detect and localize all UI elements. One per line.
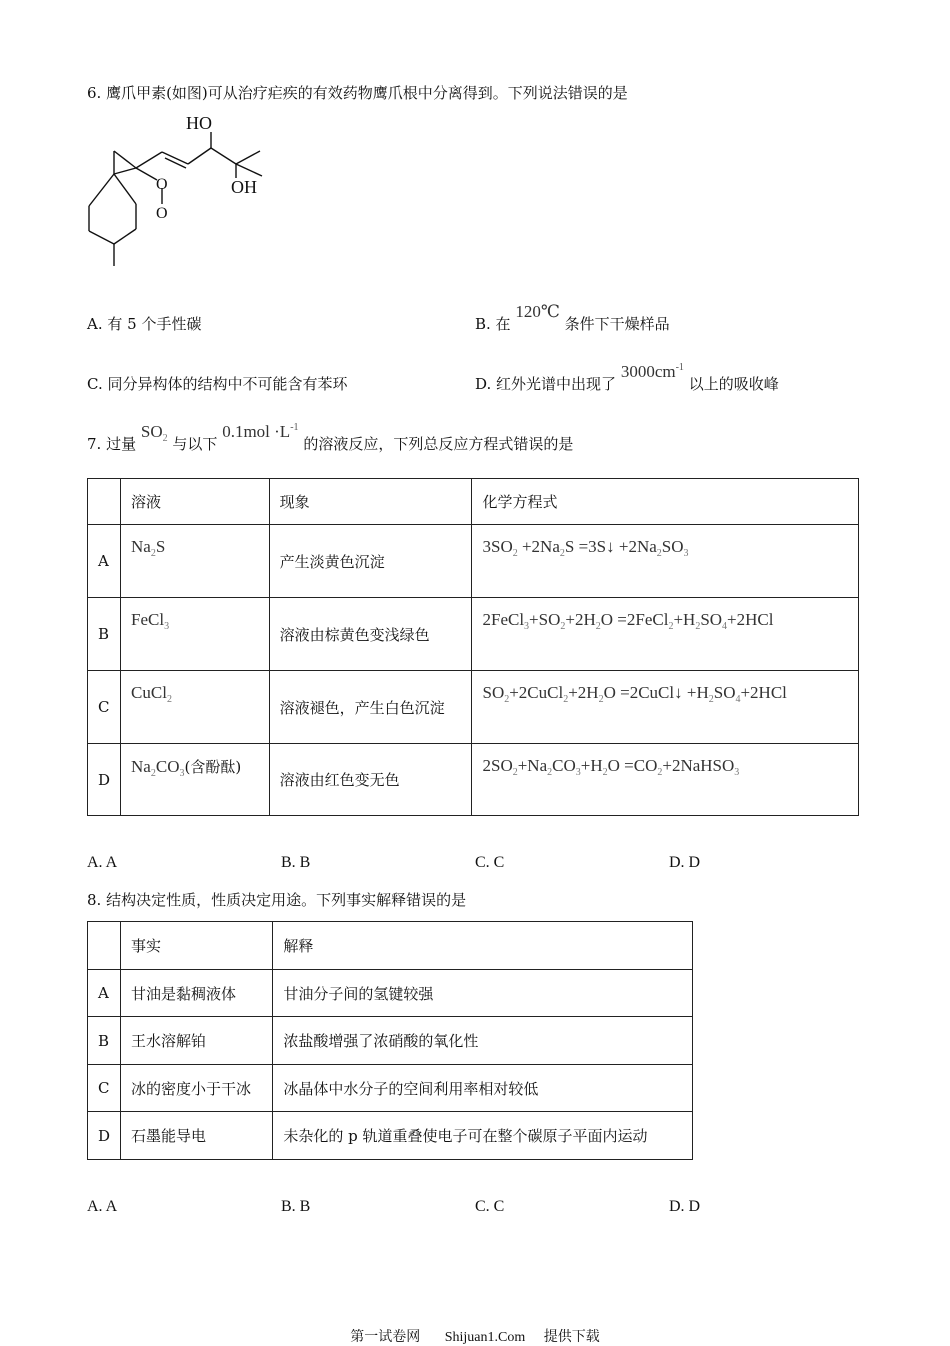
- q7-row-a: [88, 525, 859, 598]
- footer: [0, 1326, 950, 1346]
- q8-row-key: B: [88, 1017, 121, 1065]
- q6-option-a: A. 有 5 个手性碳: [87, 315, 202, 333]
- q7-solution-b: FeCl$_3$: [121, 598, 270, 671]
- q7-concentration: [222, 422, 298, 441]
- q8-fact-a: 甘油是黏稠液体: [121, 970, 273, 1017]
- footer-site-en[interactable]: Shijuan1.Com: [444, 1330, 526, 1345]
- q7-conc-exp: -1: [290, 422, 299, 433]
- q8-header-row: [88, 922, 693, 970]
- q7-stem-prefix: 7. 过量: [87, 435, 137, 453]
- oh-label: OH: [231, 177, 257, 197]
- q6-option-b-temp: 120℃: [515, 302, 560, 321]
- q6-option-b-prefix: B. 在: [475, 315, 511, 333]
- q8-row-key: D: [88, 1112, 121, 1160]
- q8-row-key: C: [88, 1065, 121, 1112]
- q7-answer-a: A. A: [87, 854, 118, 871]
- q7-header-row: [88, 479, 859, 525]
- q6-option-d-prefix: D. 红外光谱中出现了: [475, 375, 617, 393]
- q8-fact-b: 王水溶解铂: [121, 1017, 273, 1065]
- q6-option-d-number: 3000cm: [620, 362, 676, 381]
- molecule-structure: [80, 108, 280, 273]
- q6-option-c: C. 同分异构体的结构中不可能含有苯环: [87, 375, 348, 393]
- q7-conc-main: 0.1mol ·L: [222, 422, 291, 441]
- q6-stem: 6. 鹰爪甲素(如图)可从治疗疟疾的有效药物鹰爪根中分离得到。下列说法错误的是: [87, 84, 628, 102]
- q7-stem-suffix: 的溶液反应，下列总反应方程式错误的是: [303, 435, 574, 453]
- q7-row-key: B: [88, 598, 121, 671]
- q7-row-key: A: [88, 525, 121, 598]
- q8-stem: 8. 结构决定性质，性质决定用途。下列事实解释错误的是: [87, 891, 467, 909]
- q7-stem-mid: 与以下: [172, 435, 218, 453]
- q7-solution-a: $Na_2S$: [121, 525, 270, 598]
- q6-option-d-suffix: 以上的吸收峰: [688, 375, 779, 393]
- q7-row-key: C: [88, 671, 121, 744]
- q7-header-phenomenon: 现象: [269, 479, 472, 525]
- q7-so2: [140, 422, 168, 444]
- ho-label: HO: [186, 113, 212, 133]
- q7-phenomenon-c: 溶液褪色，产生白色沉淀: [269, 671, 472, 744]
- q8-row-key: A: [88, 970, 121, 1017]
- q7-so2-sub: 2: [162, 433, 168, 444]
- q8-answer-b: B. B: [281, 1198, 311, 1215]
- q7-solution-d: $Na_2CO_3$(含酚酞): [121, 744, 270, 816]
- q7-solution-c: CuCl$_2$: [121, 671, 270, 744]
- o-upper-label: O: [156, 176, 168, 193]
- q7-row-c: [88, 671, 859, 744]
- q7-header-solution: 溶液: [121, 479, 270, 525]
- q8-answer-d: D. D: [669, 1198, 701, 1215]
- q7-row-key: D: [88, 744, 121, 816]
- q7-answer-d: D. D: [669, 854, 701, 871]
- q7-phenomenon-b: 溶液由棕黄色变浅绿色: [269, 598, 472, 671]
- q8-row-a: [88, 970, 693, 1017]
- q8-fact-d: 石墨能导电: [121, 1112, 273, 1160]
- q7-equation-b: $2FeCl_3+SO_2+2H_2O$ $=2FeCl_2+H_2SO_4+2HCl$: [472, 598, 859, 671]
- q8-row-c: [88, 1065, 693, 1112]
- q8-explanation-d: 未杂化的 p 轨道重叠使电子可在整个碳原子平面内运动: [273, 1112, 693, 1160]
- q7-phenomenon-a: 产生淡黄色沉淀: [269, 525, 472, 598]
- q7-header-equation: 化学方程式: [472, 479, 859, 525]
- q7-equation-a: $3SO_2 +2Na_2S$ =3S↓ $+2Na_2SO_3$: [472, 525, 859, 598]
- q7-so2-main: SO: [140, 422, 163, 441]
- q8-explanation-c: 冰晶体中水分子的空间利用率相对较低: [273, 1065, 693, 1112]
- q8-row-b: [88, 1017, 693, 1065]
- q8-answer-c: C. C: [475, 1198, 505, 1215]
- footer-download: 提供下载: [543, 1329, 600, 1345]
- q8-header-explanation: 解释: [273, 922, 693, 970]
- o-lower-label: O: [156, 205, 168, 222]
- q7-answer-c: C. C: [475, 854, 505, 871]
- q7-solution-d-note: (含酚酞): [184, 758, 242, 776]
- q6-option-b: [475, 302, 670, 334]
- q8-answer-a: A. A: [87, 1198, 118, 1215]
- q8-header-blank: [88, 922, 121, 970]
- q8-row-d: [88, 1112, 693, 1160]
- q8-fact-c: 冰的密度小于干冰: [121, 1065, 273, 1112]
- q8-explanation-b: 浓盐酸增强了浓硝酸的氧化性: [273, 1017, 693, 1065]
- q7-equation-d: $2SO_2+Na_2CO_3+H_2O$ $=CO_2+2NaHSO_3$: [472, 744, 859, 816]
- q7-row-b: [88, 598, 859, 671]
- q6-option-d-exp: -1: [675, 362, 684, 373]
- q7-table: [87, 478, 859, 816]
- q7-equation-c: $SO_2+2CuCl_2+2H_2O$ =2CuCl↓ $+H_2SO_4+2HCl$: [472, 671, 859, 744]
- q7-header-blank: [88, 479, 121, 525]
- q7-row-d: [88, 744, 859, 816]
- q6-option-d-value: [621, 362, 684, 381]
- q8-header-fact: 事实: [121, 922, 273, 970]
- q6-option-b-suffix: 条件下干燥样品: [564, 315, 670, 333]
- q6-option-d: [475, 362, 779, 394]
- q7-answer-b: B. B: [281, 854, 311, 871]
- q7-phenomenon-d: 溶液由红色变无色: [269, 744, 472, 816]
- footer-site-cn: 第一试卷网: [350, 1329, 421, 1345]
- q8-table: [87, 921, 693, 1160]
- q8-explanation-a: 甘油分子间的氢键较强: [273, 970, 693, 1017]
